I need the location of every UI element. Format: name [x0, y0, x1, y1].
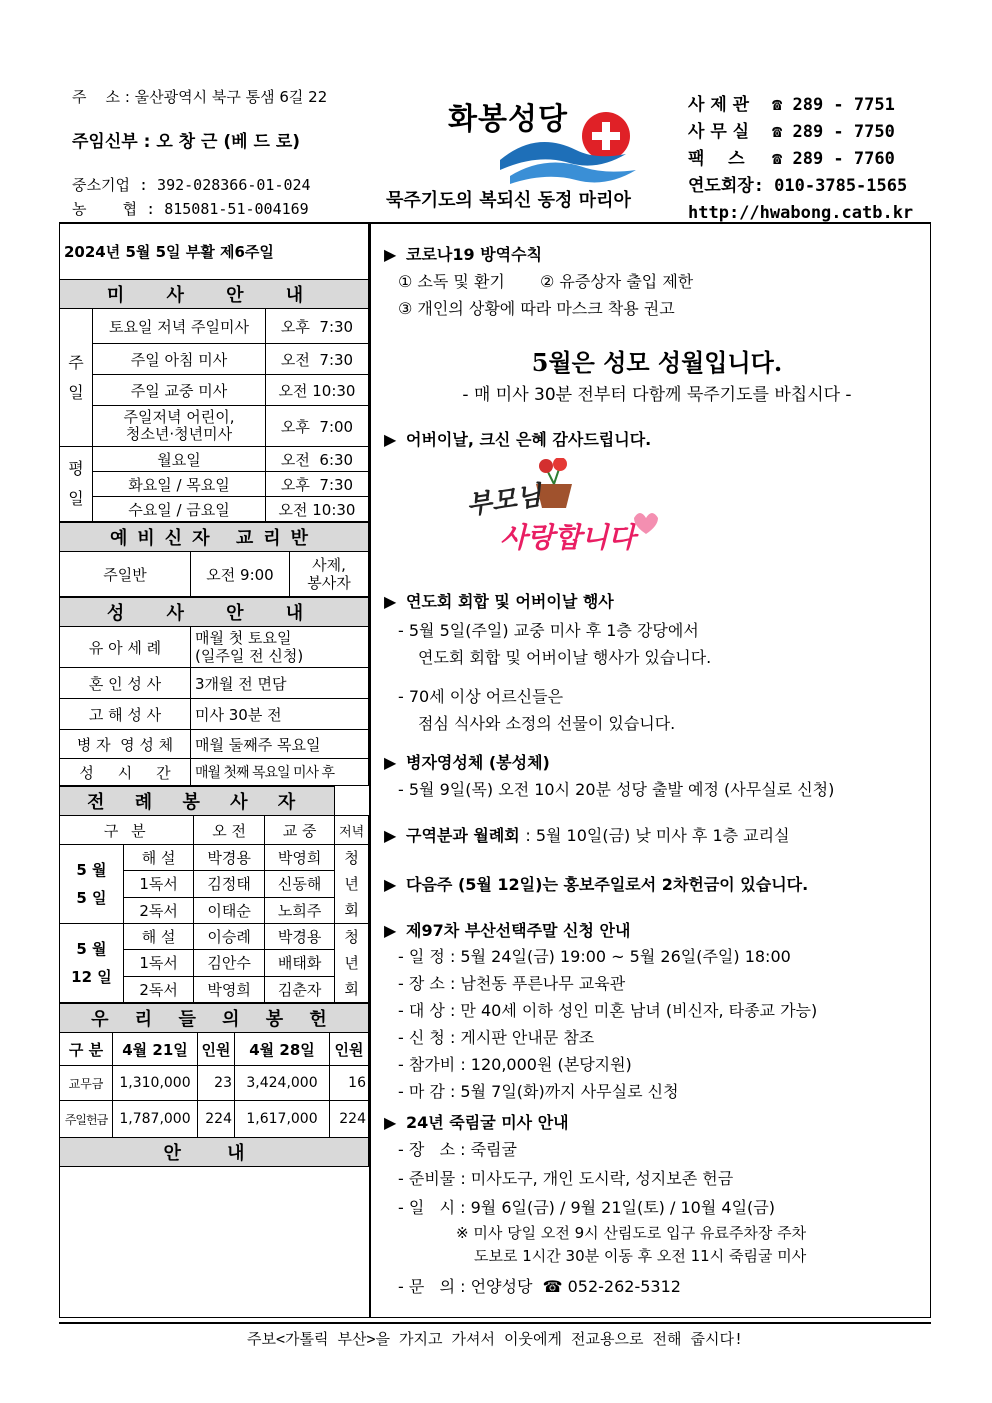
church-name: 화봉성당 — [448, 102, 568, 137]
offering-amount: 1,617,000 — [235, 1101, 330, 1138]
contact-label: 사 제 관 — [688, 95, 750, 115]
left-column — [60, 224, 369, 1167]
yeondo-section — [384, 589, 944, 734]
contact-yeondo — [688, 173, 913, 200]
sacrament-name: 혼 인 성 사 — [60, 668, 191, 699]
liturgy-title: 전 례 봉 사 자 — [60, 787, 335, 816]
pastor-line — [72, 127, 300, 152]
offering-amount: 3,424,000 — [235, 1066, 330, 1101]
sacrament-title: 성 사 안 내 — [60, 598, 369, 627]
contacts — [688, 92, 913, 227]
offering-header: 인원 — [330, 1033, 369, 1066]
account-line-1 — [72, 174, 311, 195]
mass-time: 오후 7:00 — [266, 406, 369, 447]
liturgy-person: 배태화 — [264, 950, 334, 976]
bamboo-title — [384, 1110, 944, 1133]
offering-count: 224 — [198, 1101, 235, 1138]
sick-line: - 5월 9일(목) 오전 10시 20분 성당 출발 예정 (사무실로 신청) — [398, 780, 835, 799]
account2-value: : 815081-51-004169 — [146, 200, 309, 218]
liturgy-person: 신동해 — [264, 871, 334, 897]
offering-count: 23 — [198, 1066, 235, 1101]
busan-line: - 일 정 : 5월 24일(금) 19:00 ~ 5월 26일(주일) 18:00 — [398, 947, 791, 966]
mass-name: 화요일 / 목요일 — [93, 472, 266, 497]
may-subtitle: - 매 미사 30분 전부터 다함께 묵주기도를 바칩시다 - — [462, 385, 852, 405]
weekday-label: 평 일 — [60, 447, 93, 522]
bamboo-line: - 문 의 : 언양성당 ☎ 052-262-5312 — [398, 1277, 681, 1296]
busan-line: - 장 소 : 남천동 푸른나무 교육관 — [398, 974, 626, 993]
liturgy-header: 저녁 — [335, 816, 369, 845]
mass-table — [60, 224, 369, 522]
busan-line: - 참가비 : 120,000원 (본당지원) — [398, 1055, 632, 1074]
triangle-bullet-icon: ▶ — [384, 875, 397, 894]
liturgy-header: 교 중 — [264, 816, 334, 845]
parents-day-artwork — [466, 458, 666, 570]
mass-name: 수요일 / 금요일 — [93, 497, 266, 522]
busan-line: - 대 상 : 만 40세 이하 성인 미혼 남녀 (비신자, 타종교 가능) — [398, 1001, 818, 1020]
catechumen-name: 주일반 — [60, 552, 191, 597]
liturgy-header: 오 전 — [194, 816, 264, 845]
offering-header: 구 분 — [60, 1033, 113, 1066]
next-week-section — [384, 872, 944, 895]
contact-fax — [688, 146, 913, 173]
liturgy-person: 김정태 — [194, 871, 264, 897]
address-label: 주 소 — [72, 88, 121, 106]
catechumen-teacher: 사제, 봉사자 — [290, 552, 369, 597]
liturgy-person: 박경용 — [194, 845, 264, 871]
liturgy-person: 이승례 — [194, 924, 264, 950]
busan-title-text: 제97차 부산선택주말 신청 안내 — [406, 921, 631, 940]
sacrament-info: 매월 첫째 목요일 미사 후 — [191, 759, 369, 786]
offering-type: 주일헌금 — [60, 1101, 113, 1138]
covid-line-1 — [398, 269, 944, 292]
liturgy-role: 2독서 — [123, 976, 193, 1002]
contact-label: 사 무 실 — [688, 122, 750, 142]
bamboo-title-text: 24년 죽림굴 미사 안내 — [406, 1113, 569, 1132]
account2-label: 농 협 — [72, 200, 138, 218]
sacrament-name: 병 자 영 성 체 — [60, 730, 191, 759]
liturgy-table — [60, 786, 369, 1003]
district-section — [384, 823, 944, 846]
triangle-bullet-icon: ▶ — [384, 826, 397, 845]
notice-title: 안 내 — [60, 1138, 369, 1167]
district-text: : 5월 10일(금) 낮 미사 후 1층 교리실 — [525, 826, 790, 845]
offering-table — [60, 1003, 369, 1167]
mass-time: 오전 10:30 — [266, 497, 369, 522]
bamboo-note: ※ 미사 당일 오전 9시 산림도로 입구 유료주차장 주차 — [456, 1224, 807, 1242]
liturgy-header: 구 분 — [60, 816, 194, 845]
offering-amount: 1,787,000 — [113, 1101, 198, 1138]
sacrament-name: 성 시 간 — [60, 759, 191, 786]
district-title-text: 구역분과 월례회 — [406, 826, 520, 845]
date-line: 2024년 5월 5일 부활 제6주일 — [60, 224, 369, 280]
contact-label: 팩 스 — [688, 149, 745, 169]
offering-count: 16 — [330, 1066, 369, 1101]
yeondo-line: 점심 식사와 소정의 선물이 있습니다. — [418, 714, 676, 733]
contact-office — [688, 119, 913, 146]
pastor-label: 주임신부 — [72, 132, 138, 152]
mass-time: 오후 7:30 — [266, 472, 369, 497]
liturgy-person: 이태순 — [194, 897, 264, 923]
account1-value: : 392-028366-01-024 — [139, 176, 311, 194]
sacrament-name: 유 아 세 례 — [60, 627, 191, 668]
covid-title — [384, 242, 944, 265]
parents-title-text: 어버이날, 크신 은혜 감사드립니다. — [406, 430, 652, 449]
offering-header: 인원 — [198, 1033, 235, 1066]
sacrament-name: 고 해 성 사 — [60, 699, 191, 730]
address-value: : 울산광역시 북구 통샘 6길 22 — [124, 88, 328, 106]
liturgy-person: 노희주 — [264, 897, 334, 923]
bamboo-section — [384, 1110, 944, 1297]
footer-message: 주보<가톨릭 부산>을 가지고 가셔서 이웃에게 전교용으로 전해 줍시다! — [246, 1330, 744, 1348]
yeondo-title-text: 연도회 회합 및 어버이날 행사 — [406, 592, 614, 611]
sacrament-table — [60, 597, 369, 786]
sacrament-info: 매월 둘째주 목요일 — [191, 730, 369, 759]
offering-count: 224 — [330, 1101, 369, 1138]
catechumen-title: 예비신자 교리반 — [60, 523, 369, 552]
parents-section — [384, 427, 944, 450]
triangle-bullet-icon: ▶ — [384, 753, 397, 772]
yeondo-title — [384, 589, 944, 612]
triangle-bullet-icon: ▶ — [384, 1113, 397, 1132]
offering-type: 교무금 — [60, 1066, 113, 1101]
bamboo-note: 도보로 1시간 30분 이동 후 오전 11시 죽림굴 미사 — [474, 1247, 807, 1265]
pastor-name: : 오 창 근 (베 드 로) — [143, 132, 301, 152]
contact-rectory — [688, 92, 913, 119]
account1-label: 중소기업 — [72, 176, 130, 194]
liturgy-evening: 청 년 회 — [335, 845, 369, 924]
sick-communion-section — [384, 750, 944, 800]
liturgy-role: 1독서 — [123, 950, 193, 976]
liturgy-role: 1독서 — [123, 871, 193, 897]
sacrament-info: 미사 30분 전 — [191, 699, 369, 730]
yeondo-line: - 70세 이상 어르신들은 — [398, 687, 564, 706]
parents-art-text-1: 부모님 — [464, 480, 544, 522]
liturgy-person: 김춘자 — [264, 976, 334, 1002]
contact-value: ☎ 289 - 7751 — [772, 95, 895, 115]
sacrament-info: 3개월 전 면담 — [191, 668, 369, 699]
yeondo-line: 연도회 회합 및 어버이날 행사가 있습니다. — [418, 648, 712, 667]
catechumen-time: 오전 9:00 — [191, 552, 290, 597]
mass-time: 오전 10:30 — [266, 375, 369, 406]
offering-title: 우 리 들 의 봉 헌 — [60, 1004, 369, 1033]
parents-art-text-2: 사랑합니다 — [500, 521, 636, 554]
liturgy-person: 박경용 — [264, 924, 334, 950]
liturgy-person: 김안수 — [194, 950, 264, 976]
liturgy-date: 5 월 12 일 — [60, 924, 123, 1003]
contact-value: ☎ 289 - 7750 — [772, 122, 895, 142]
mass-time: 오전 7:30 — [266, 344, 369, 375]
sick-title-text: 병자영성체 (봉성체) — [406, 753, 550, 772]
covid-rule: ① 소독 및 환기 — [398, 272, 505, 291]
district-title — [384, 823, 944, 846]
offering-header: 4월 28일 — [235, 1033, 330, 1066]
busan-line: - 신 청 : 게시판 안내문 참조 — [398, 1028, 595, 1047]
busan-section — [384, 918, 944, 1102]
sunday-label: 주 일 — [60, 309, 93, 447]
mass-name: 토요일 저녁 주일미사 — [93, 309, 266, 344]
covid-title-text: 코로나19 방역수칙 — [406, 245, 543, 264]
liturgy-person: 박영희 — [194, 976, 264, 1002]
sick-title — [384, 750, 944, 773]
mass-name: 주일 아침 미사 — [93, 344, 266, 375]
triangle-bullet-icon: ▶ — [384, 245, 397, 264]
covid-section — [384, 242, 944, 319]
liturgy-role: 해 설 — [123, 845, 193, 871]
address-line — [72, 86, 327, 107]
bamboo-line: - 준비물 : 미사도구, 개인 도시락, 성지보존 헌금 — [398, 1169, 734, 1188]
patron-name: 묵주기도의 복되신 동정 마리아 — [386, 190, 631, 211]
contact-label: 연도회장 — [688, 176, 754, 196]
mass-time: 오후 7:30 — [266, 309, 369, 344]
triangle-bullet-icon: ▶ — [384, 430, 397, 449]
liturgy-person: 박영희 — [264, 845, 334, 871]
parents-title — [384, 427, 944, 450]
mass-section-title: 미 사 안 내 — [60, 280, 369, 309]
mass-name: 주일 교중 미사 — [93, 375, 266, 406]
liturgy-role: 해 설 — [123, 924, 193, 950]
column-divider — [369, 222, 371, 1318]
bamboo-line: - 일 시 : 9월 6일(금) / 9월 21일(토) / 10월 4일(금) — [398, 1198, 775, 1217]
account-line-2 — [72, 198, 309, 219]
next-week-text: 다음주 (5월 12일)는 홍보주일로서 2차헌금이 있습니다. — [406, 875, 809, 894]
liturgy-evening: 청 년 회 — [335, 924, 369, 1003]
may-title: 5월은 성모 성월입니다. — [531, 348, 783, 377]
liturgy-date: 5 월 5 일 — [60, 845, 123, 924]
next-week-title — [384, 872, 944, 895]
covid-line-2: ③ 개인의 상황에 따라 마스크 착용 권고 — [398, 299, 675, 318]
covid-rule: ② 유증상자 출입 제한 — [539, 272, 694, 291]
footer-divider — [59, 1322, 931, 1324]
triangle-bullet-icon: ▶ — [384, 592, 397, 611]
busan-title — [384, 918, 944, 941]
contact-value: ☎ 289 - 7760 — [772, 149, 895, 169]
offering-header: 4월 21일 — [113, 1033, 198, 1066]
website-link[interactable]: http://hwabong.catb.kr — [688, 203, 914, 223]
sacrament-info: 매월 첫 토요일 (일주일 전 신청) — [191, 627, 369, 668]
liturgy-role: 2독서 — [123, 897, 193, 923]
contact-value: : 010-3785-1565 — [753, 176, 908, 196]
yeondo-line: - 5월 5일(주일) 교중 미사 후 1층 강당에서 — [398, 621, 699, 640]
catechumen-table — [60, 522, 369, 597]
bamboo-line: - 장 소 : 죽림굴 — [398, 1140, 517, 1159]
offering-amount: 1,310,000 — [113, 1066, 198, 1101]
mass-name: 월요일 — [93, 447, 266, 472]
triangle-bullet-icon: ▶ — [384, 921, 397, 940]
church-logo-icon — [496, 110, 646, 190]
busan-line: - 마 감 : 5월 7일(화)까지 사무실로 신청 — [398, 1082, 679, 1101]
mass-time: 오전 6:30 — [266, 447, 369, 472]
mass-name: 주일저녁 어린이, 청소년·청년미사 — [93, 406, 266, 447]
